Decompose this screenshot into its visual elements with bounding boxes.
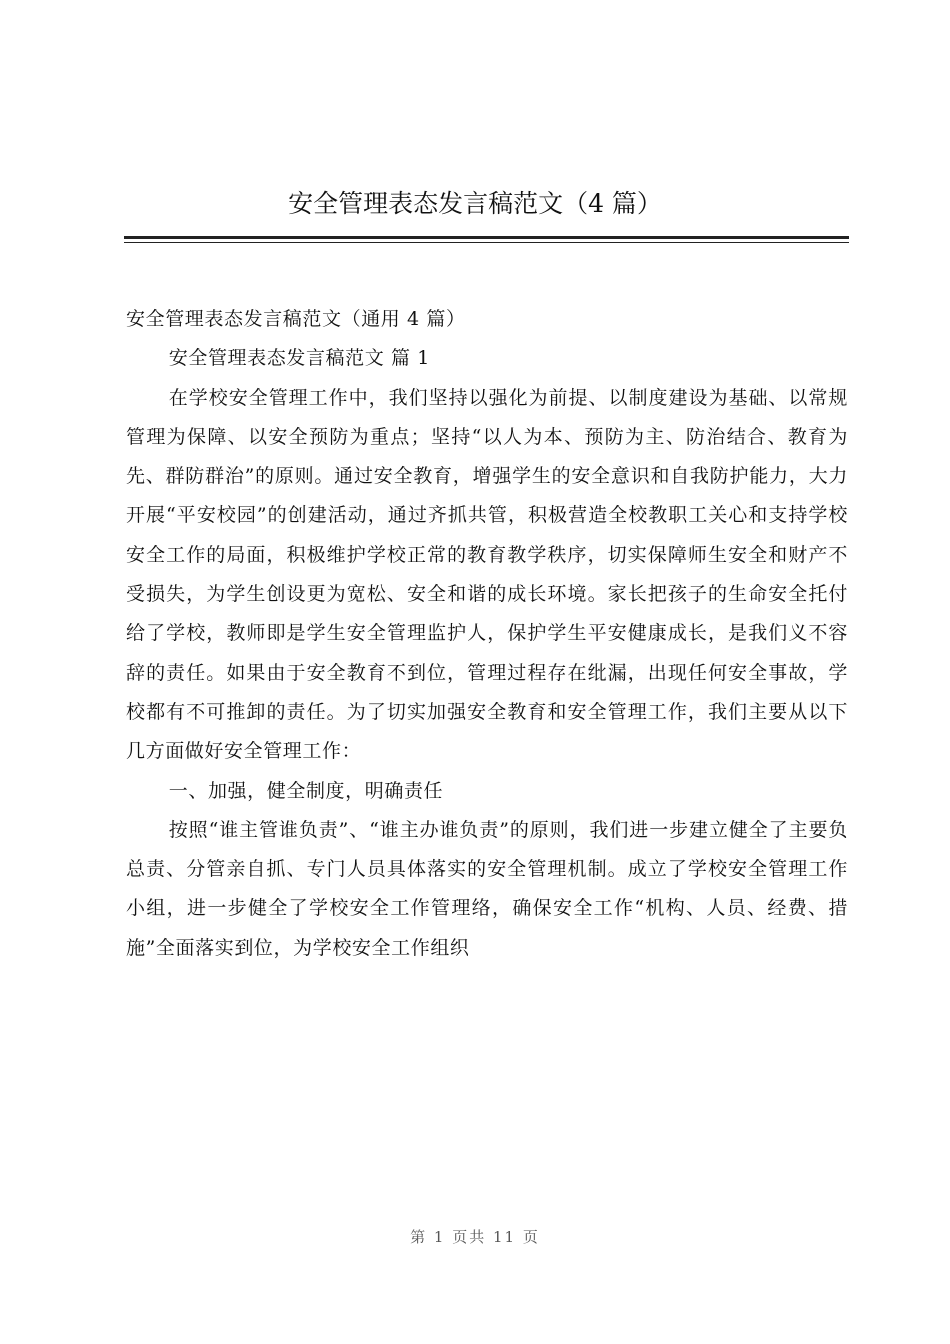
title-rule-thick bbox=[124, 236, 849, 239]
page-footer: 第 1 页共 11 页 bbox=[410, 1228, 540, 1246]
body-paragraph: 在学校安全管理工作中，我们坚持以强化为前提、以制度建设为基础、以常规管理为保障、以安全预防为重点；坚持“以人为本、预防为主、防治结合、教育为先、群防群治”的原则。通过安全教育，增强学生的安全意识和自我防护能力，大力开展“平安校园”的创建活动，通过齐抓共管，积极营造全校教职工关心和支持学校安全工作的局面，积极维护学校正常的教育教学秩序，切实保障师生安全和财产不受损失，为学生创设更为宽松、安全和谐的成长环境。家长把孩子的生命安全托付给了学校，教师即是学生安全管理监护人，保护学生平安健康成长，是我们义不容辞的责任。如果由于安全教育不到位，管理过程存在纰漏，出现任何安全事故，学校都有不可推卸的责任。为了切实加强安全教育和安全管理工作，我们主要从以下几方面做好安全管理工作： bbox=[126, 386, 848, 763]
document-title: 安全管理表态发言稿范文（4 篇） bbox=[288, 189, 662, 218]
subsection-heading: 一、加强，健全制度，明确责任 bbox=[168, 779, 444, 802]
body-paragraph: 按照“谁主管谁负责”、“谁主办谁负责”的原则，我们进一步建立健全了主要负总责、分管亲自抓、专门人员具体落实的安全管理机制。成立了学校安全管理工作小组，进一步健全了学校安全工作管理络，确保安全工作“机构、人员、经费、措施”全面落实到位，为学校安全工作组织 bbox=[126, 818, 848, 959]
document-body bbox=[126, 300, 848, 968]
subtitle-paragraph: 安全管理表态发言稿范文（通用 4 篇） bbox=[126, 308, 466, 330]
title-rule-thin bbox=[124, 242, 849, 243]
section-heading: 安全管理表态发言稿范文 篇 1 bbox=[168, 347, 430, 370]
